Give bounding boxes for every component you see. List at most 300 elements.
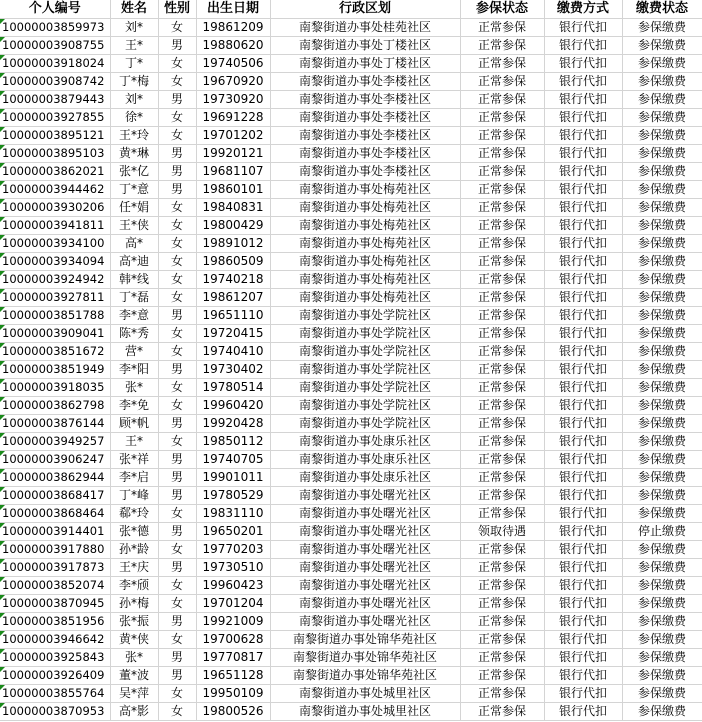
admin-region-cell[interactable]: 南黎街道办事处梅苑社区 — [270, 217, 460, 235]
payment-status-cell[interactable]: 参保缴费 — [622, 217, 702, 235]
birth-date-cell[interactable]: 19730920 — [196, 91, 270, 109]
admin-region-cell[interactable]: 南黎街道办事处曙光社区 — [270, 613, 460, 631]
payment-status-cell[interactable]: 参保缴费 — [622, 325, 702, 343]
payment-method-cell[interactable]: 银行代扣 — [544, 667, 622, 685]
payment-method-cell[interactable]: 银行代扣 — [544, 127, 622, 145]
admin-region-cell[interactable]: 南黎街道办事处锦华苑社区 — [270, 667, 460, 685]
gender-cell[interactable]: 男 — [158, 145, 196, 163]
payment-status-cell[interactable]: 参保缴费 — [622, 415, 702, 433]
admin-region-cell[interactable]: 南黎街道办事处桂苑社区 — [270, 19, 460, 37]
personal-id-cell[interactable]: 10000003879443 — [0, 91, 110, 109]
birth-date-cell[interactable]: 19840831 — [196, 199, 270, 217]
gender-cell[interactable]: 女 — [158, 217, 196, 235]
admin-region-cell[interactable]: 南黎街道办事处学院社区 — [270, 343, 460, 361]
insurance-status-cell[interactable]: 正常参保 — [460, 109, 544, 127]
personal-id-cell[interactable]: 10000003917880 — [0, 541, 110, 559]
insurance-status-cell[interactable]: 正常参保 — [460, 289, 544, 307]
gender-cell[interactable]: 女 — [158, 541, 196, 559]
payment-status-cell[interactable]: 参保缴费 — [622, 667, 702, 685]
admin-region-cell[interactable]: 南黎街道办事处学院社区 — [270, 325, 460, 343]
admin-region-cell[interactable]: 南黎街道办事处李楼社区 — [270, 73, 460, 91]
payment-status-cell[interactable]: 参保缴费 — [622, 505, 702, 523]
gender-cell[interactable]: 男 — [158, 559, 196, 577]
payment-method-cell[interactable]: 银行代扣 — [544, 163, 622, 181]
gender-cell[interactable]: 男 — [158, 469, 196, 487]
personal-id-cell[interactable]: 10000003927855 — [0, 109, 110, 127]
payment-status-cell[interactable]: 参保缴费 — [622, 271, 702, 289]
insurance-status-cell[interactable]: 正常参保 — [460, 379, 544, 397]
payment-method-cell[interactable]: 银行代扣 — [544, 289, 622, 307]
insurance-status-cell[interactable]: 正常参保 — [460, 451, 544, 469]
gender-cell[interactable]: 男 — [158, 523, 196, 541]
birth-date-cell[interactable]: 19800429 — [196, 217, 270, 235]
payment-method-cell[interactable]: 银行代扣 — [544, 235, 622, 253]
birth-date-cell[interactable]: 19860509 — [196, 253, 270, 271]
admin-region-cell[interactable]: 南黎街道办事处李楼社区 — [270, 145, 460, 163]
birth-date-cell[interactable]: 19780514 — [196, 379, 270, 397]
birth-date-cell[interactable]: 19950109 — [196, 685, 270, 703]
admin-region-cell[interactable]: 南黎街道办事处丁楼社区 — [270, 37, 460, 55]
payment-status-cell[interactable]: 参保缴费 — [622, 595, 702, 613]
col-insurance-status-header[interactable]: 参保状态 — [460, 0, 544, 19]
payment-status-cell[interactable]: 参保缴费 — [622, 235, 702, 253]
name-cell[interactable]: 张* — [110, 379, 158, 397]
payment-status-cell[interactable]: 参保缴费 — [622, 181, 702, 199]
name-cell[interactable]: 张*祥 — [110, 451, 158, 469]
personal-id-cell[interactable]: 10000003852074 — [0, 577, 110, 595]
payment-method-cell[interactable]: 银行代扣 — [544, 145, 622, 163]
payment-status-cell[interactable]: 参保缴费 — [622, 613, 702, 631]
insurance-status-cell[interactable]: 正常参保 — [460, 163, 544, 181]
personal-id-cell[interactable]: 10000003934100 — [0, 235, 110, 253]
birth-date-cell[interactable]: 19860101 — [196, 181, 270, 199]
insurance-status-cell[interactable]: 正常参保 — [460, 703, 544, 721]
personal-id-cell[interactable]: 10000003851956 — [0, 613, 110, 631]
birth-date-cell[interactable]: 19700628 — [196, 631, 270, 649]
insurance-status-cell[interactable]: 正常参保 — [460, 19, 544, 37]
name-cell[interactable]: 张*德 — [110, 523, 158, 541]
admin-region-cell[interactable]: 南黎街道办事处学院社区 — [270, 379, 460, 397]
payment-status-cell[interactable]: 停止缴费 — [622, 523, 702, 541]
insurance-status-cell[interactable]: 正常参保 — [460, 631, 544, 649]
insurance-status-cell[interactable]: 正常参保 — [460, 559, 544, 577]
payment-status-cell[interactable]: 参保缴费 — [622, 289, 702, 307]
name-cell[interactable]: 陈*秀 — [110, 325, 158, 343]
personal-id-cell[interactable]: 10000003862021 — [0, 163, 110, 181]
gender-cell[interactable]: 女 — [158, 685, 196, 703]
birth-date-cell[interactable]: 19920428 — [196, 415, 270, 433]
gender-cell[interactable]: 男 — [158, 667, 196, 685]
gender-cell[interactable]: 女 — [158, 253, 196, 271]
payment-status-cell[interactable]: 参保缴费 — [622, 433, 702, 451]
payment-status-cell[interactable]: 参保缴费 — [622, 541, 702, 559]
birth-date-cell[interactable]: 19740410 — [196, 343, 270, 361]
gender-cell[interactable]: 女 — [158, 703, 196, 721]
name-cell[interactable]: 黄*侠 — [110, 631, 158, 649]
name-cell[interactable]: 孙*梅 — [110, 595, 158, 613]
payment-method-cell[interactable]: 银行代扣 — [544, 271, 622, 289]
payment-method-cell[interactable]: 银行代扣 — [544, 703, 622, 721]
col-personal-id-header[interactable]: 个人编号 — [0, 0, 110, 19]
payment-method-cell[interactable]: 银行代扣 — [544, 433, 622, 451]
admin-region-cell[interactable]: 南黎街道办事处丁楼社区 — [270, 55, 460, 73]
admin-region-cell[interactable]: 南黎街道办事处曙光社区 — [270, 487, 460, 505]
name-cell[interactable]: 孙*龄 — [110, 541, 158, 559]
payment-status-cell[interactable]: 参保缴费 — [622, 145, 702, 163]
name-cell[interactable]: 李*意 — [110, 307, 158, 325]
name-cell[interactable]: 王*庆 — [110, 559, 158, 577]
birth-date-cell[interactable]: 19800526 — [196, 703, 270, 721]
name-cell[interactable]: 李*启 — [110, 469, 158, 487]
personal-id-cell[interactable]: 10000003917873 — [0, 559, 110, 577]
payment-method-cell[interactable]: 银行代扣 — [544, 343, 622, 361]
payment-method-cell[interactable]: 银行代扣 — [544, 613, 622, 631]
name-cell[interactable]: 王*玲 — [110, 127, 158, 145]
insurance-status-cell[interactable]: 正常参保 — [460, 415, 544, 433]
birth-date-cell[interactable]: 19651128 — [196, 667, 270, 685]
name-cell[interactable]: 顾*帆 — [110, 415, 158, 433]
gender-cell[interactable]: 男 — [158, 163, 196, 181]
personal-id-cell[interactable]: 10000003870953 — [0, 703, 110, 721]
insurance-status-cell[interactable]: 正常参保 — [460, 37, 544, 55]
payment-status-cell[interactable]: 参保缴费 — [622, 397, 702, 415]
personal-id-cell[interactable]: 10000003927811 — [0, 289, 110, 307]
payment-status-cell[interactable]: 参保缴费 — [622, 631, 702, 649]
insurance-status-cell[interactable]: 正常参保 — [460, 397, 544, 415]
name-cell[interactable]: 李*免 — [110, 397, 158, 415]
gender-cell[interactable]: 女 — [158, 433, 196, 451]
name-cell[interactable]: 营* — [110, 343, 158, 361]
admin-region-cell[interactable]: 南黎街道办事处曙光社区 — [270, 505, 460, 523]
personal-id-cell[interactable]: 10000003851788 — [0, 307, 110, 325]
payment-status-cell[interactable]: 参保缴费 — [622, 253, 702, 271]
birth-date-cell[interactable]: 19730510 — [196, 559, 270, 577]
payment-method-cell[interactable]: 银行代扣 — [544, 577, 622, 595]
admin-region-cell[interactable]: 南黎街道办事处梅苑社区 — [270, 253, 460, 271]
personal-id-cell[interactable]: 10000003918024 — [0, 55, 110, 73]
personal-id-cell[interactable]: 10000003906247 — [0, 451, 110, 469]
payment-status-cell[interactable]: 参保缴费 — [622, 343, 702, 361]
gender-cell[interactable]: 男 — [158, 451, 196, 469]
payment-method-cell[interactable]: 银行代扣 — [544, 73, 622, 91]
personal-id-cell[interactable]: 10000003949257 — [0, 433, 110, 451]
col-admin-region-header[interactable]: 行政区划 — [270, 0, 460, 19]
payment-method-cell[interactable]: 银行代扣 — [544, 379, 622, 397]
insurance-status-cell[interactable]: 正常参保 — [460, 433, 544, 451]
personal-id-cell[interactable]: 10000003855764 — [0, 685, 110, 703]
gender-cell[interactable]: 女 — [158, 109, 196, 127]
col-payment-status-header[interactable]: 缴费状态 — [622, 0, 702, 19]
payment-status-cell[interactable]: 参保缴费 — [622, 19, 702, 37]
admin-region-cell[interactable]: 南黎街道办事处曙光社区 — [270, 577, 460, 595]
gender-cell[interactable]: 女 — [158, 505, 196, 523]
birth-date-cell[interactable]: 19740506 — [196, 55, 270, 73]
admin-region-cell[interactable]: 南黎街道办事处学院社区 — [270, 415, 460, 433]
insurance-status-cell[interactable]: 正常参保 — [460, 505, 544, 523]
birth-date-cell[interactable]: 19780529 — [196, 487, 270, 505]
insurance-status-cell[interactable]: 正常参保 — [460, 469, 544, 487]
payment-method-cell[interactable]: 银行代扣 — [544, 505, 622, 523]
payment-method-cell[interactable]: 银行代扣 — [544, 55, 622, 73]
payment-method-cell[interactable]: 银行代扣 — [544, 523, 622, 541]
gender-cell[interactable]: 女 — [158, 271, 196, 289]
payment-status-cell[interactable]: 参保缴费 — [622, 451, 702, 469]
payment-status-cell[interactable]: 参保缴费 — [622, 307, 702, 325]
admin-region-cell[interactable]: 南黎街道办事处学院社区 — [270, 397, 460, 415]
name-cell[interactable]: 张*振 — [110, 613, 158, 631]
personal-id-cell[interactable]: 10000003862944 — [0, 469, 110, 487]
birth-date-cell[interactable]: 19691228 — [196, 109, 270, 127]
birth-date-cell[interactable]: 19720415 — [196, 325, 270, 343]
name-cell[interactable]: 高*迪 — [110, 253, 158, 271]
payment-status-cell[interactable]: 参保缴费 — [622, 73, 702, 91]
gender-cell[interactable]: 男 — [158, 361, 196, 379]
payment-method-cell[interactable]: 银行代扣 — [544, 307, 622, 325]
name-cell[interactable]: 刘* — [110, 91, 158, 109]
name-cell[interactable]: 王* — [110, 433, 158, 451]
insurance-status-cell[interactable]: 正常参保 — [460, 595, 544, 613]
personal-id-cell[interactable]: 10000003862798 — [0, 397, 110, 415]
payment-method-cell[interactable]: 银行代扣 — [544, 109, 622, 127]
admin-region-cell[interactable]: 南黎街道办事处李楼社区 — [270, 163, 460, 181]
birth-date-cell[interactable]: 19670920 — [196, 73, 270, 91]
birth-date-cell[interactable]: 19831110 — [196, 505, 270, 523]
payment-status-cell[interactable]: 参保缴费 — [622, 379, 702, 397]
insurance-status-cell[interactable]: 正常参保 — [460, 253, 544, 271]
payment-status-cell[interactable]: 参保缴费 — [622, 487, 702, 505]
birth-date-cell[interactable]: 19770203 — [196, 541, 270, 559]
personal-id-cell[interactable]: 10000003914401 — [0, 523, 110, 541]
name-cell[interactable]: 刘* — [110, 19, 158, 37]
name-cell[interactable]: 张* — [110, 649, 158, 667]
gender-cell[interactable]: 男 — [158, 37, 196, 55]
admin-region-cell[interactable]: 南黎街道办事处城里社区 — [270, 685, 460, 703]
name-cell[interactable]: 李*颀 — [110, 577, 158, 595]
name-cell[interactable]: 王*侠 — [110, 217, 158, 235]
personal-id-cell[interactable]: 10000003868417 — [0, 487, 110, 505]
birth-date-cell[interactable]: 19770817 — [196, 649, 270, 667]
payment-status-cell[interactable]: 参保缴费 — [622, 163, 702, 181]
payment-status-cell[interactable]: 参保缴费 — [622, 577, 702, 595]
birth-date-cell[interactable]: 19701204 — [196, 595, 270, 613]
insurance-status-cell[interactable]: 正常参保 — [460, 271, 544, 289]
birth-date-cell[interactable]: 19921009 — [196, 613, 270, 631]
insurance-status-cell[interactable]: 正常参保 — [460, 577, 544, 595]
birth-date-cell[interactable]: 19701202 — [196, 127, 270, 145]
admin-region-cell[interactable]: 南黎街道办事处锦华苑社区 — [270, 631, 460, 649]
admin-region-cell[interactable]: 南黎街道办事处曙光社区 — [270, 523, 460, 541]
admin-region-cell[interactable]: 南黎街道办事处曙光社区 — [270, 559, 460, 577]
personal-id-cell[interactable]: 10000003908742 — [0, 73, 110, 91]
name-cell[interactable]: 张*亿 — [110, 163, 158, 181]
payment-method-cell[interactable]: 银行代扣 — [544, 37, 622, 55]
birth-date-cell[interactable]: 19901011 — [196, 469, 270, 487]
insurance-status-cell[interactable]: 正常参保 — [460, 91, 544, 109]
gender-cell[interactable]: 女 — [158, 325, 196, 343]
admin-region-cell[interactable]: 南黎街道办事处李楼社区 — [270, 127, 460, 145]
gender-cell[interactable]: 男 — [158, 487, 196, 505]
personal-id-cell[interactable]: 10000003876144 — [0, 415, 110, 433]
insurance-status-cell[interactable]: 正常参保 — [460, 541, 544, 559]
admin-region-cell[interactable]: 南黎街道办事处康乐社区 — [270, 469, 460, 487]
name-cell[interactable]: 丁*梅 — [110, 73, 158, 91]
payment-status-cell[interactable]: 参保缴费 — [622, 703, 702, 721]
gender-cell[interactable]: 女 — [158, 577, 196, 595]
admin-region-cell[interactable]: 南黎街道办事处城里社区 — [270, 703, 460, 721]
payment-method-cell[interactable]: 银行代扣 — [544, 451, 622, 469]
col-gender-header[interactable]: 性别 — [158, 0, 196, 19]
personal-id-cell[interactable]: 10000003934094 — [0, 253, 110, 271]
gender-cell[interactable]: 女 — [158, 19, 196, 37]
insurance-status-cell[interactable]: 正常参保 — [460, 667, 544, 685]
payment-method-cell[interactable]: 银行代扣 — [544, 397, 622, 415]
personal-id-cell[interactable]: 10000003895121 — [0, 127, 110, 145]
payment-method-cell[interactable]: 银行代扣 — [544, 91, 622, 109]
admin-region-cell[interactable]: 南黎街道办事处梅苑社区 — [270, 289, 460, 307]
insurance-status-cell[interactable]: 正常参保 — [460, 55, 544, 73]
name-cell[interactable]: 郗*玲 — [110, 505, 158, 523]
insurance-status-cell[interactable]: 正常参保 — [460, 361, 544, 379]
name-cell[interactable]: 李*阳 — [110, 361, 158, 379]
payment-status-cell[interactable]: 参保缴费 — [622, 685, 702, 703]
gender-cell[interactable]: 男 — [158, 91, 196, 109]
personal-id-cell[interactable]: 10000003851672 — [0, 343, 110, 361]
admin-region-cell[interactable]: 南黎街道办事处李楼社区 — [270, 109, 460, 127]
name-cell[interactable]: 任*娟 — [110, 199, 158, 217]
admin-region-cell[interactable]: 南黎街道办事处梅苑社区 — [270, 199, 460, 217]
insurance-status-cell[interactable]: 正常参保 — [460, 217, 544, 235]
insurance-status-cell[interactable]: 正常参保 — [460, 181, 544, 199]
payment-status-cell[interactable]: 参保缴费 — [622, 91, 702, 109]
birth-date-cell[interactable]: 19740705 — [196, 451, 270, 469]
personal-id-cell[interactable]: 10000003944462 — [0, 181, 110, 199]
personal-id-cell[interactable]: 10000003870945 — [0, 595, 110, 613]
col-birth-date-header[interactable]: 出生日期 — [196, 0, 270, 19]
personal-id-cell[interactable]: 10000003908755 — [0, 37, 110, 55]
insurance-status-cell[interactable]: 正常参保 — [460, 199, 544, 217]
insurance-status-cell[interactable]: 正常参保 — [460, 685, 544, 703]
admin-region-cell[interactable]: 南黎街道办事处梅苑社区 — [270, 271, 460, 289]
payment-status-cell[interactable]: 参保缴费 — [622, 649, 702, 667]
name-cell[interactable]: 王* — [110, 37, 158, 55]
col-name-header[interactable]: 姓名 — [110, 0, 158, 19]
payment-method-cell[interactable]: 银行代扣 — [544, 649, 622, 667]
insurance-status-cell[interactable]: 正常参保 — [460, 343, 544, 361]
personal-id-cell[interactable]: 10000003930206 — [0, 199, 110, 217]
admin-region-cell[interactable]: 南黎街道办事处曙光社区 — [270, 595, 460, 613]
insurance-status-cell[interactable]: 正常参保 — [460, 73, 544, 91]
gender-cell[interactable]: 女 — [158, 235, 196, 253]
payment-status-cell[interactable]: 参保缴费 — [622, 199, 702, 217]
name-cell[interactable]: 丁*峰 — [110, 487, 158, 505]
payment-status-cell[interactable]: 参保缴费 — [622, 559, 702, 577]
insurance-status-cell[interactable]: 正常参保 — [460, 145, 544, 163]
insurance-status-cell[interactable]: 正常参保 — [460, 127, 544, 145]
insurance-status-cell[interactable]: 正常参保 — [460, 613, 544, 631]
payment-status-cell[interactable]: 参保缴费 — [622, 37, 702, 55]
payment-method-cell[interactable]: 银行代扣 — [544, 631, 622, 649]
gender-cell[interactable]: 女 — [158, 631, 196, 649]
gender-cell[interactable]: 男 — [158, 613, 196, 631]
personal-id-cell[interactable]: 10000003909041 — [0, 325, 110, 343]
payment-status-cell[interactable]: 参保缴费 — [622, 361, 702, 379]
birth-date-cell[interactable]: 19651110 — [196, 307, 270, 325]
admin-region-cell[interactable]: 南黎街道办事处康乐社区 — [270, 433, 460, 451]
payment-status-cell[interactable]: 参保缴费 — [622, 109, 702, 127]
payment-method-cell[interactable]: 银行代扣 — [544, 685, 622, 703]
gender-cell[interactable]: 女 — [158, 55, 196, 73]
personal-id-cell[interactable]: 10000003895103 — [0, 145, 110, 163]
gender-cell[interactable]: 女 — [158, 199, 196, 217]
personal-id-cell[interactable]: 10000003918035 — [0, 379, 110, 397]
personal-id-cell[interactable]: 10000003946642 — [0, 631, 110, 649]
admin-region-cell[interactable]: 南黎街道办事处锦华苑社区 — [270, 649, 460, 667]
gender-cell[interactable]: 女 — [158, 289, 196, 307]
payment-method-cell[interactable]: 银行代扣 — [544, 559, 622, 577]
payment-method-cell[interactable]: 银行代扣 — [544, 415, 622, 433]
name-cell[interactable]: 丁*意 — [110, 181, 158, 199]
payment-method-cell[interactable]: 银行代扣 — [544, 487, 622, 505]
admin-region-cell[interactable]: 南黎街道办事处学院社区 — [270, 307, 460, 325]
gender-cell[interactable]: 男 — [158, 415, 196, 433]
birth-date-cell[interactable]: 19850112 — [196, 433, 270, 451]
gender-cell[interactable]: 女 — [158, 343, 196, 361]
birth-date-cell[interactable]: 19740218 — [196, 271, 270, 289]
gender-cell[interactable]: 女 — [158, 127, 196, 145]
gender-cell[interactable]: 女 — [158, 379, 196, 397]
insurance-status-cell[interactable]: 正常参保 — [460, 235, 544, 253]
name-cell[interactable]: 高* — [110, 235, 158, 253]
payment-method-cell[interactable]: 银行代扣 — [544, 541, 622, 559]
name-cell[interactable]: 丁*磊 — [110, 289, 158, 307]
gender-cell[interactable]: 男 — [158, 181, 196, 199]
personal-id-cell[interactable]: 10000003868464 — [0, 505, 110, 523]
gender-cell[interactable]: 男 — [158, 307, 196, 325]
gender-cell[interactable]: 女 — [158, 595, 196, 613]
col-payment-method-header[interactable]: 缴费方式 — [544, 0, 622, 19]
insurance-status-cell[interactable]: 正常参保 — [460, 649, 544, 667]
admin-region-cell[interactable]: 南黎街道办事处李楼社区 — [270, 91, 460, 109]
admin-region-cell[interactable]: 南黎街道办事处曙光社区 — [270, 541, 460, 559]
birth-date-cell[interactable]: 19960423 — [196, 577, 270, 595]
personal-id-cell[interactable]: 10000003851949 — [0, 361, 110, 379]
personal-id-cell[interactable]: 10000003924942 — [0, 271, 110, 289]
name-cell[interactable]: 丁* — [110, 55, 158, 73]
payment-method-cell[interactable]: 银行代扣 — [544, 469, 622, 487]
gender-cell[interactable]: 女 — [158, 397, 196, 415]
name-cell[interactable]: 董*波 — [110, 667, 158, 685]
name-cell[interactable]: 黄*琳 — [110, 145, 158, 163]
payment-method-cell[interactable]: 银行代扣 — [544, 217, 622, 235]
insurance-status-cell[interactable]: 正常参保 — [460, 307, 544, 325]
name-cell[interactable]: 高*影 — [110, 703, 158, 721]
personal-id-cell[interactable]: 10000003925843 — [0, 649, 110, 667]
name-cell[interactable]: 徐* — [110, 109, 158, 127]
birth-date-cell[interactable]: 19880620 — [196, 37, 270, 55]
payment-method-cell[interactable]: 银行代扣 — [544, 181, 622, 199]
gender-cell[interactable]: 女 — [158, 73, 196, 91]
payment-status-cell[interactable]: 参保缴费 — [622, 469, 702, 487]
payment-method-cell[interactable]: 银行代扣 — [544, 253, 622, 271]
name-cell[interactable]: 吴*萍 — [110, 685, 158, 703]
birth-date-cell[interactable]: 19650201 — [196, 523, 270, 541]
personal-id-cell[interactable]: 10000003941811 — [0, 217, 110, 235]
gender-cell[interactable]: 男 — [158, 649, 196, 667]
payment-method-cell[interactable]: 银行代扣 — [544, 325, 622, 343]
insurance-status-cell[interactable]: 正常参保 — [460, 325, 544, 343]
birth-date-cell[interactable]: 19920121 — [196, 145, 270, 163]
payment-method-cell[interactable]: 银行代扣 — [544, 595, 622, 613]
